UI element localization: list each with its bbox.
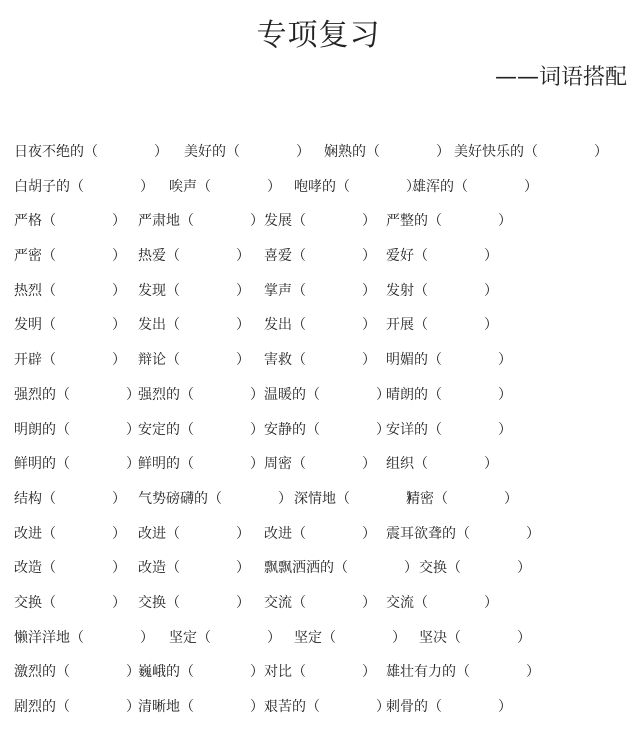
collocation-item: 交流（ ） xyxy=(264,594,376,611)
exercise-row xyxy=(14,313,634,348)
collocation-item: 交流（ ） xyxy=(386,594,498,611)
collocation-item: 开辟（ ） xyxy=(14,352,126,369)
collocation-item: 美好的（ ） xyxy=(184,144,310,160)
collocation-item: 严肃地（ ） xyxy=(138,213,264,230)
collocation-item: 深情地（ ） xyxy=(294,490,420,507)
exercise-row xyxy=(14,209,634,244)
exercise-row xyxy=(14,452,634,487)
exercise-row xyxy=(14,175,634,210)
collocation-item: 气势磅礴的（ ） xyxy=(138,490,292,507)
collocation-item: 雄壮有力的（ ） xyxy=(386,664,540,681)
page-subtitle: ——词语搭配 xyxy=(494,65,627,90)
collocation-item: 周密（ ） xyxy=(264,456,376,473)
collocation-item: 温暖的（ ） xyxy=(264,386,390,403)
exercise-row xyxy=(14,418,634,453)
collocation-item: 对比（ ） xyxy=(264,664,376,681)
collocation-item: 改造（ ） xyxy=(14,560,126,577)
collocation-item: 发出（ ） xyxy=(264,317,376,334)
exercise-row xyxy=(14,556,634,591)
collocation-item: 改进（ ） xyxy=(138,525,250,542)
exercise-row xyxy=(14,244,634,279)
collocation-item: 鲜明的（ ） xyxy=(14,456,140,473)
collocation-item: 日夜不绝的（ ） xyxy=(14,144,168,160)
collocation-item: 美好快乐的（ ） xyxy=(454,144,608,160)
collocation-item: 强烈的（ ） xyxy=(14,386,140,403)
collocation-item: 掌声（ ） xyxy=(264,282,376,299)
exercise-row xyxy=(14,383,634,418)
exercise-row xyxy=(14,591,634,626)
collocation-item: 懒洋洋地（ ） xyxy=(14,629,154,646)
collocation-item: 发射（ ） xyxy=(386,282,498,299)
exercise-row xyxy=(14,626,634,661)
collocation-item: 明媚的（ ） xyxy=(386,352,512,369)
collocation-item: 严密（ ） xyxy=(14,248,126,265)
exercise-row xyxy=(14,695,634,730)
collocation-item: 白胡子的（ ） xyxy=(14,178,154,195)
collocation-item: 巍峨的（ ） xyxy=(138,664,264,681)
collocation-item: 坚定（ ） xyxy=(294,629,406,646)
collocation-item: 飘飘洒洒的（ ） xyxy=(264,560,418,577)
exercise-row xyxy=(14,660,634,695)
exercise-row xyxy=(14,487,634,522)
collocation-item: 害救（ ） xyxy=(264,352,376,369)
collocation-item: 开展（ ） xyxy=(386,317,498,334)
collocation-item: 激烈的（ ） xyxy=(14,664,140,681)
collocation-item: 安详的（ ） xyxy=(386,421,512,438)
collocation-item: 刺骨的（ ） xyxy=(386,699,512,715)
collocation-item: 结构（ ） xyxy=(14,490,126,507)
collocation-item: 热烈（ ） xyxy=(14,282,126,299)
exercise-row xyxy=(14,279,634,314)
collocation-item: 晴朗的（ ） xyxy=(386,386,512,403)
collocation-item: 唉声（ ） xyxy=(169,178,281,195)
collocation-item: 明朗的（ ） xyxy=(14,421,140,438)
collocation-item: 喜爱（ ） xyxy=(264,248,376,265)
collocation-item: 咆哮的（ ） xyxy=(294,178,420,195)
collocation-item: 雄浑的（ ） xyxy=(412,178,538,195)
collocation-item: 辩论（ ） xyxy=(138,352,250,369)
collocation-item: 严格（ ） xyxy=(14,213,126,230)
word-collocation-list xyxy=(14,140,634,730)
collocation-item: 交换（ ） xyxy=(419,560,531,577)
collocation-item: 发展（ ） xyxy=(264,213,376,230)
exercise-row xyxy=(14,348,634,383)
page-title: 专项复习 xyxy=(256,18,381,53)
collocation-item: 发明（ ） xyxy=(14,317,126,334)
collocation-item: 艰苦的（ ） xyxy=(264,699,390,715)
collocation-item: 热爱（ ） xyxy=(138,248,250,265)
collocation-item: 坚决（ ） xyxy=(419,629,531,646)
collocation-item: 严整的（ ） xyxy=(386,213,512,230)
collocation-item: 强烈的（ ） xyxy=(138,386,264,403)
collocation-item: 清晰地（ ） xyxy=(138,699,264,715)
collocation-item: 改进（ ） xyxy=(14,525,126,542)
collocation-item: 改进（ ） xyxy=(264,525,376,542)
collocation-item: 安定的（ ） xyxy=(138,421,264,438)
collocation-item: 鲜明的（ ） xyxy=(138,456,264,473)
collocation-item: 发现（ ） xyxy=(138,282,250,299)
collocation-item: 震耳欲聋的（ ） xyxy=(386,525,540,542)
collocation-item: 发出（ ） xyxy=(138,317,250,334)
exercise-row xyxy=(14,522,634,557)
collocation-item: 改造（ ） xyxy=(138,560,250,577)
collocation-item: 安静的（ ） xyxy=(264,421,390,438)
collocation-item: 剧烈的（ ） xyxy=(14,699,140,715)
collocation-item: 交换（ ） xyxy=(138,594,250,611)
collocation-item: 组织（ ） xyxy=(386,456,498,473)
collocation-item: 娴熟的（ ） xyxy=(324,144,450,160)
collocation-item: 精密（ ） xyxy=(406,490,518,507)
collocation-item: 坚定（ ） xyxy=(169,629,281,646)
exercise-row xyxy=(14,140,634,175)
collocation-item: 交换（ ） xyxy=(14,594,126,611)
collocation-item: 爱好（ ） xyxy=(386,248,498,265)
